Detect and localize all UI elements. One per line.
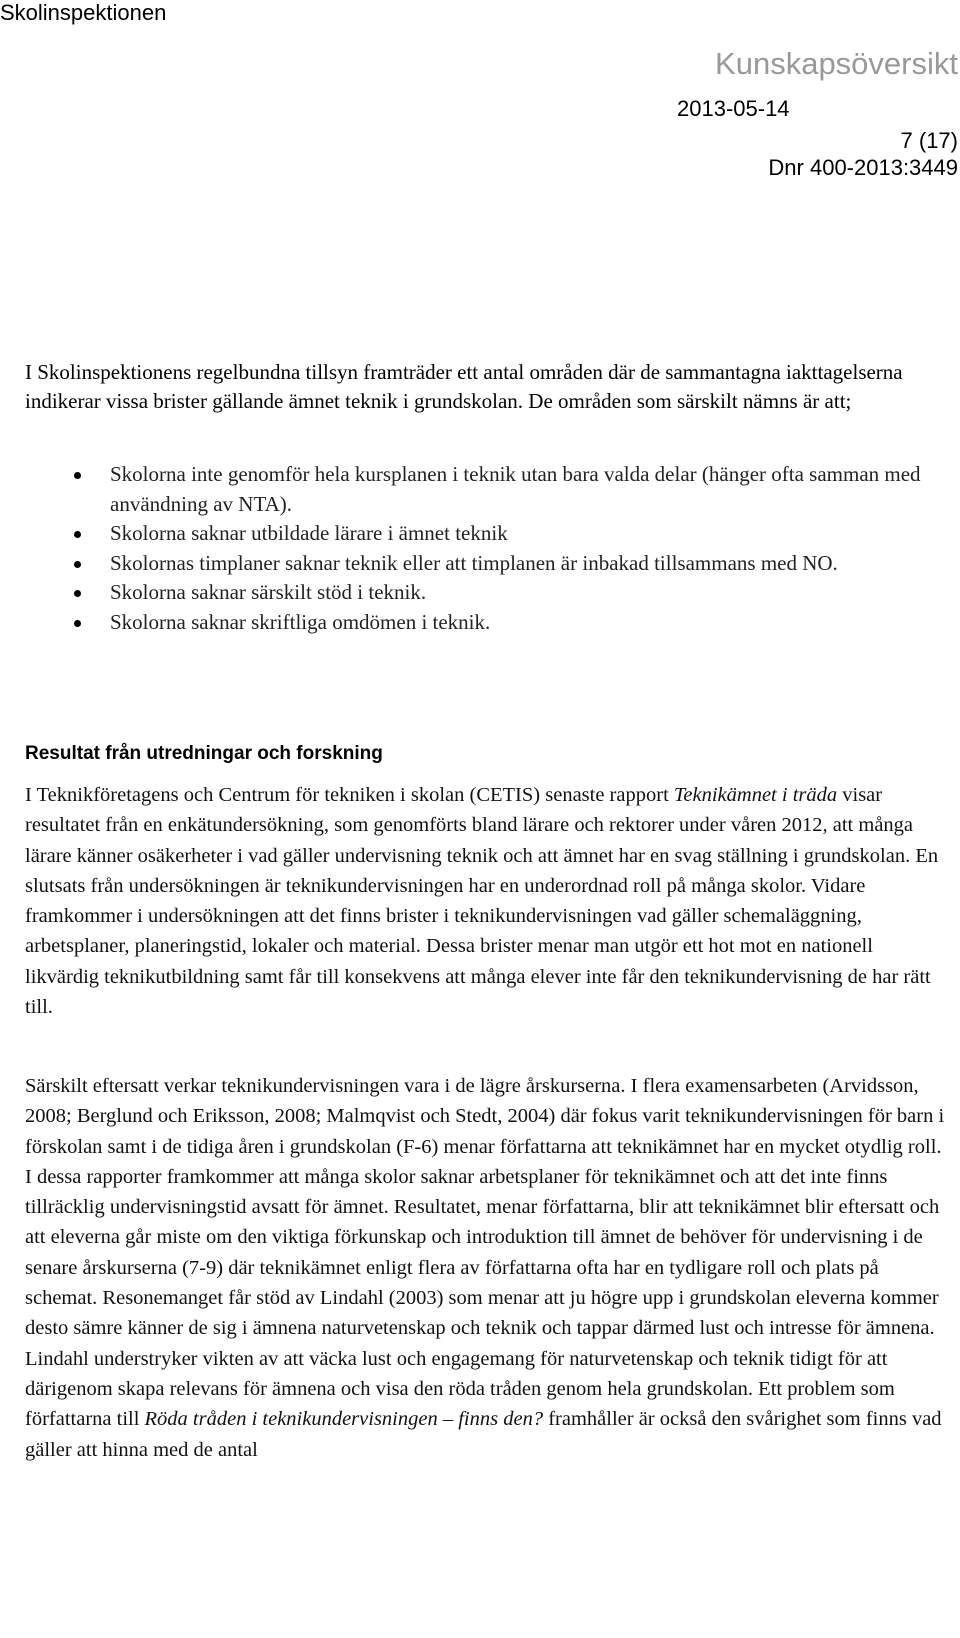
paragraph-cetis-report: I Teknikföretagens och Centrum för tekniken i skolan (CETIS) senaste rapport Teknikämnet i träda visar resultatet från en enkätundersökning, som genomförts bland lärare och rektorer under våren 2012, att många lärare känner osäkerheter i vad gäller undervisning teknik och att ämnet har en svag ställning i grundskolan. En slutsats från undersökningen är teknikundervisningen har en underordnad roll på många skolor. Vidare framkommer i undersökningen att det finns brister i teknikundervisningen vad gäller schemaläggning, arbetsplaner, planeringstid, lokaler och material. Dessa brister menar man utgör ett hot mot en nationell likvärdig teknikutbildning samt får till konsekvens att många elever inte får den teknikundervisning de har rätt till. xyxy=(25,784,939,1019)
page-number: 7 (17) xyxy=(900,128,958,153)
bullet-icon xyxy=(74,561,81,568)
list-item: Skolorna inte genomför hela kursplanen i teknik utan bara valda delar (hänger ofta samman med användning av NTA). xyxy=(25,460,945,519)
org-name: Skolinspektionen xyxy=(0,0,167,25)
report-title: Röda tråden i teknikundervisningen – finns den? xyxy=(144,1408,544,1431)
list-item: Skolorna saknar skriftliga omdömen i teknik. xyxy=(25,608,945,638)
section-heading: Resultat från utredningar och forskning xyxy=(25,743,383,764)
list-item: Skolornas timplaner saknar teknik eller att timplanen är inbakad tillsammans med NO. xyxy=(25,549,945,579)
paragraph-lower-grades: Särskilt eftersatt verkar teknikundervisningen vara i de lägre årskurserna. I flera examensarbeten (Arvidsson, 2008; Berglund och Eriksson, 2008; Malmqvist och Stedt, 2004) där fokus varit teknikundervisningen för barn i förskolan samt i de tidiga åren i grundskolan (F-6) menar författarna att teknikämnet har en mycket otydlig roll. I dessa rapporter framkommer att många skolor saknar arbetsplaner för teknikämnet och att det inte finns tillräcklig undervisningstid avsatt för ämnet. Resultatet, menar författarna, blir att teknikämnet blir eftersatt och att eleverna går miste om den viktiga förkunskap och introduktion till ämnet de behöver för undervisning i de senare årskurserna (7-9) där teknikämnet enligt flera av författarna ofta har en tydligare roll och plats på schemat. Resonemanget får stöd av Lindahl (2003) som menar att ju högre upp i grundskolan eleverna kommer desto sämre känner de sig i ämnena naturvetenskap och teknik och tappar därmed lust och intresse för ämnena. Lindahl understryker vikten av att väcka lust och engagemang för naturvetenskap och teknik tidigt för att därigenom skapa relevans för ämnena och visa den röda tråden genom hela grundskolan. Ett problem som författarna till Röda tråden i teknikundervisningen – finns den? framhåller är också den svårighet som finns vad gäller att hinna med de antal xyxy=(25,1075,945,1461)
findings-list xyxy=(25,460,945,637)
bullet-icon xyxy=(74,531,81,538)
intro-paragraph: I Skolinspektionens regelbundna tillsyn framträder ett antal områden där de sammantagna iakttagelserna indikerar vissa brister gällande ämnet teknik i grundskolan. De områden som särskilt nämns är att; xyxy=(25,360,903,413)
registration-number: Dnr 400-2013:3449 xyxy=(768,155,958,180)
document-type: Kunskapsöversikt xyxy=(715,46,958,81)
bullet-icon xyxy=(74,590,81,597)
bullet-icon xyxy=(74,620,81,627)
bullet-icon xyxy=(74,472,81,479)
document-date: 2013-05-14 xyxy=(677,96,790,121)
list-item: Skolorna saknar utbildade lärare i ämnet teknik xyxy=(25,519,945,549)
report-title: Teknikämnet i träda xyxy=(673,784,838,806)
list-item: Skolorna saknar särskilt stöd i teknik. xyxy=(25,578,945,608)
